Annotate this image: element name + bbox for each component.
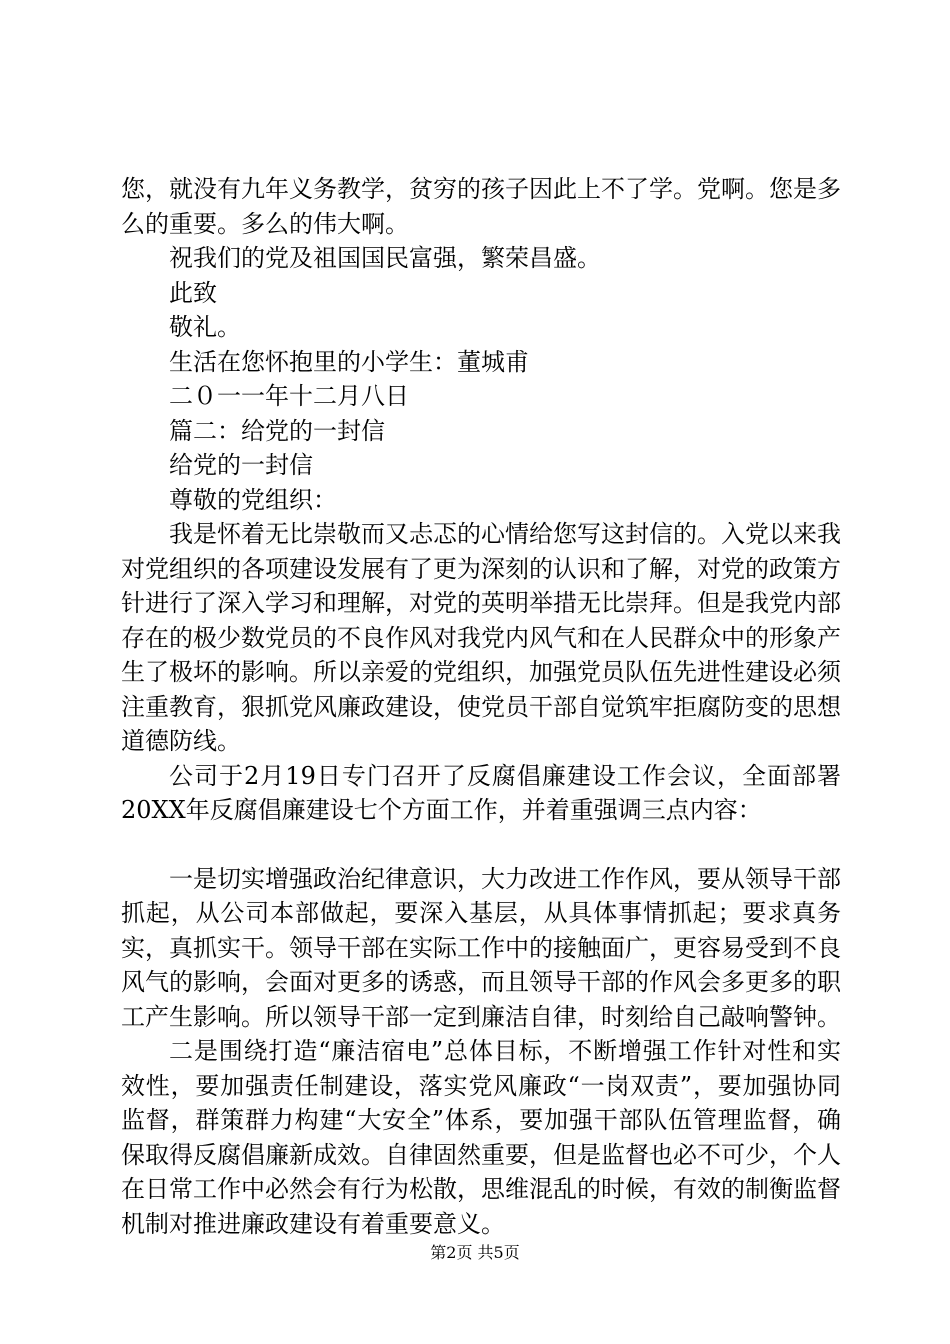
paragraph: 一是切实增强政治纪律意识，大力改进工作作风，要从领导干部抓起，从公司本部做起，要深入基层，从具体事情抓起；要求真务实，真抓实干。领导干部在实际工作中的接触面广，更容易受到不良风气的影响，会面对更多的诱惑，而且领导干部的作风会多更多的职工产生影响。所以领导干部一定到廉洁自律，时刻给自己敲响警钟。: [121, 864, 841, 1031]
paragraph: 公司于2月19日专门召开了反腐倡廉建设工作会议，全面部署20XX年反腐倡廉建设七个方面工作，并着重强调三点内容：: [121, 761, 841, 824]
section-heading: 篇二：给党的一封信: [169, 416, 385, 445]
paragraph: 敬礼。: [169, 313, 241, 341]
paragraph: 您，就没有九年义务教学，贫穷的孩子因此上不了学。党啊。您是多么的重要。多么的伟大啊。: [121, 175, 841, 238]
salutation: 尊敬的党组织：: [169, 485, 337, 514]
paragraph: 此致: [169, 278, 217, 307]
letter-title: 给党的一封信: [169, 451, 313, 479]
paragraph: 二是围绕打造“廉洁宿电”总体目标，不断增强工作针对性和实效性，要加强责任制建设，落实党风廉政“一岗双责”，要加强协同监督，群策群力构建“大安全”体系，要加强干部队伍管理监督，确保取得反腐倡廉新成效。自律固然重要，但是监督也必不可少，个人在日常工作中必然会有行为松散，思维混乱的时候，有效的制衡监督机制对推进廉政建设有着重要意义。: [121, 1037, 841, 1238]
paragraph: 生活在您怀抱里的小学生：董城甫: [169, 347, 529, 376]
page-footer: 第2页 共5页: [430, 1243, 520, 1262]
paragraph: 我是怀着无比崇敬而又忐忑的心情给您写这封信的。入党以来我对党组织的各项建设发展有了更为深刻的认识和了解，对党的政策方针进行了深入学习和理解，对党的英明举措无比崇拜。但是我党内部存在的极少数党员的不良作风对我党内风气和在人民群众中的形象产生了极坏的影响。所以亲爱的党组织，加强党员队伍先进性建设必须注重教育，狠抓党风廉政建设，使党员干部自觉筑牢拒腐防变的思想道德防线。: [121, 520, 841, 755]
paragraph: 二０一一年十二月八日: [169, 382, 409, 410]
paragraph: 祝我们的党及祖国国民富强，繁荣昌盛。: [169, 244, 601, 272]
document-body: [121, 172, 841, 1241]
